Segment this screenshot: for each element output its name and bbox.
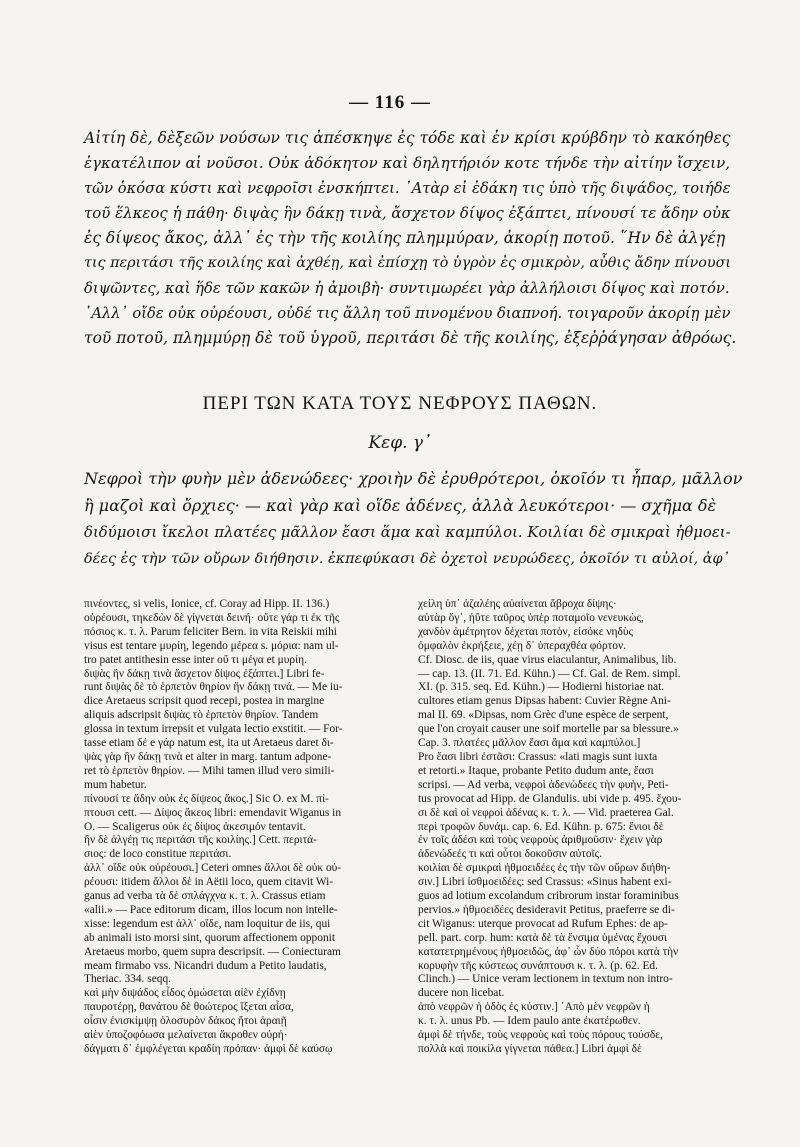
footnote-line: δάγματι δ᾽ ἐμφλέγεται κραδίη πρόπαν· ἀμφὶ δὲ καύσῳ xyxy=(84,1043,333,1055)
footnote-line: mum habetur. xyxy=(84,778,147,791)
footnote-line: παυροτέρῃ, θανάτου δὲ θοώτερος ἵξεται αἶσα, xyxy=(84,1001,294,1014)
footnote-line: ganus ad verba τὰ δὲ σπλάγχνα κ. τ. λ. Crassus etiam xyxy=(84,890,326,903)
text-line: ἐγκατέλιπον αἱ νοῦσοι. Οὐκ ἀδόκητον καὶ δηλητήριόν κοτε τήνδε τὴν αἰτίην ἴσχειν, xyxy=(84,154,731,172)
text-line: Αἰτίη δὲ, δὲξεῶν νούσων τις ἀπέσκηψε ἐς τόδε καὶ ἐν κρίσι κρύβδην τὸ κακόηθες xyxy=(84,129,731,147)
footnote-line: Clinch.) — Unice veram lectionem in textum non intro- xyxy=(418,973,673,986)
footnote-line: ὀμφαλὸν ἐκρήξειε, χέῃ δ᾽ ὑπεραχθέα φόρτον. xyxy=(418,639,626,652)
footnote-line: πινέοντες, si velis, Ionice, cf. Coray ad Hipp. II. 136.) xyxy=(84,598,330,610)
footnote-line: διψὰς ἣν δάκῃ τινὰ ἄσχετον δίψος ἐξάπτει.] Libri fe- xyxy=(84,667,325,680)
footnote-line: xisse: legendum est ἀλλ᾽ οἵδε, nam loquitur de iis, qui xyxy=(84,917,331,930)
text-line: ᾽Αλλ᾽ οἴδε οὐκ οὐρέουσι, οὐδέ τις ἄλλη τοῦ πινομένου διαπνοή. τοιγαροῦν ἀκορίῃ μὲν xyxy=(84,305,731,322)
footnote-line: cultores etiam genus Dipsas habent: Cuvier Règne Ani- xyxy=(418,695,671,708)
footnote-line: Cf. Diosc. de iis, quae virus eiaculantur, Animalibus, lib. xyxy=(418,653,677,666)
footnote-line: κοιλίαι δὲ σμικραὶ ἠθμοειδέες ἐς τὴν τῶν οὔρων διήθη- xyxy=(418,862,671,875)
footnote-line: πόσιος κ. τ. λ. Parum feliciter Bern. in vita Reiskii mihi xyxy=(84,625,337,638)
footnote-line: οἷσιν ἐνισκίμψῃ ὀλοσυρὸν δάκος ἤτοι ἀραιῇ xyxy=(84,1015,287,1028)
footnote-line: αὐτὰρ ὅγ᾽, ἠΰτε ταῦρος ὑπὲρ ποταμοῖο νενευκὼς, xyxy=(418,611,644,624)
footnote-line: πτουσι cett. — Δίψος ἄκεος libri: emendavit Wiganus in xyxy=(84,806,342,819)
footnote-line: guos ad lotium excolandum cribrorum instar foraminibus xyxy=(418,890,679,903)
footnote-line: πολλὰ καὶ ποικίλα γίγνεται πάθεα.] Libri ἀμφὶ δὲ xyxy=(418,1043,642,1055)
footnote-line: Theriac. 334. seqq. xyxy=(84,973,171,986)
footnote-line: αἰὲν ὑποζοφόωσα μελαίνεται ἄκροθεν οὐρή· xyxy=(84,1029,288,1042)
footnote-line: οὐρέουσι, τηκεδὼν δὲ γίγνεται δεινή· οὔτε γάρ τι ἐκ τῆς xyxy=(84,611,340,624)
footnote-line: ἀμφὶ δὲ τήνδε, τοὺς νεφροὺς καὶ τοὺς πόρους τούσδε, xyxy=(418,1029,663,1042)
text-line: διψῶντες, καὶ ἥδε τῶν κακῶν ἡ ἀμοιβὴ· συντιμωρέει γὰρ ἀλλήλοισι δίψος καὶ ποτόν. xyxy=(84,280,730,297)
footnote-line: meam firmabo vss. Nicandri dudum a Petito laudatis, xyxy=(84,959,327,972)
footnote-line: ἢν δὲ ἀλγέῃ τις περιτάσι τῆς κοιλίης.] Cett. περιτά- xyxy=(84,834,317,847)
footnotes-left-column xyxy=(84,598,400,1057)
footnote-line: ἀδενώδεές τι καὶ οὗτοι δοκοῦσιν αὐτοῖς. xyxy=(418,848,602,861)
footnote-line: σι δὲ καὶ οἱ νεφροὶ ἀδένας κ. τ. λ. — Vid. praeterea Gal. xyxy=(418,806,674,819)
footnote-line: Aretaeus morbo, quem supra descripsit. — Coniecturam xyxy=(84,945,341,958)
footnote-line: ψὰς γὰρ ἣν δάκῃ τινὰ et alter in marg. tantum adpone- xyxy=(84,750,332,763)
text-line: τοῦ ἕλκεος ἡ πάθη· διψὰς ἣν δάκῃ τινὰ, ἄσχετον δίψος ἐξάπτει, πίνουσί τε ἄδην οὐκ xyxy=(84,204,731,222)
footnote-line: πίνουσί τε ἄδην οὐκ ἐς δίψεος ἄκος.] Sic O. ex M. πί- xyxy=(84,792,329,805)
footnote-line: mal II. 69. «Dipsas, nom Grèc d'une espèce de serpent, xyxy=(418,709,669,722)
footnote-line: Pro ἔασι libri ἐστᾶσι: Crassus: «lati magis sunt iuxta xyxy=(418,750,658,763)
footnote-line: glossa in textum irrepsit et vulgata lectio exstitit. — For- xyxy=(84,723,343,736)
footnote-line: κατατετρημένους ἠθμοειδῶς, ἀφ᾽ ὧν δύο πόροι κατὰ τὴν xyxy=(418,945,679,958)
footnote-line: περὶ τροφῶν δυνάμ. cap. 6. Ed. Kühn. p. 675: ἔνιοι δὲ xyxy=(418,820,664,833)
text-line: ἐς δίψεος ἄκος, ἀλλ᾽ ἐς τὴν τῆς κοιλίης πλημμύραν, ἀκορίῃ ποτοῦ. ῞Ην δὲ ἀλγέῃ xyxy=(84,229,726,247)
main-text-block xyxy=(84,126,744,351)
text-line: τῶν ὁκόσα κύστι καὶ νεφροῖσι ἐνσκήπτει. ᾽Ατὰρ εἰ ἐδάκη τις ὑπὸ τῆς διψάδος, τοιήδε xyxy=(84,180,731,197)
footnote-line: χανδὸν ἀμέτρητον δέχεται ποτὸν, εἰσόκε νηδὺς xyxy=(418,625,634,638)
text-line: τις περιτάσι τῆς κοιλίης καὶ ἀχθέῃ, καὶ ἐπίσχῃ τὸ ὑγρὸν ἐς σμικρὸν, αὖθις ἄδην πίνουσι xyxy=(84,255,731,271)
footnote-line: dice Aretaeus scripsit quod recepi, postea in margine xyxy=(84,695,325,708)
footnote-line: que l'on croyait causer une soif mortelle par sa blessure.» xyxy=(418,723,679,736)
text-line: δέες ἐς τὴν τῶν οὔρων διήθησιν. ἐκπεφύκασι δὲ ὀχετοὶ νευρώδεες, ὁκοῖόν τι αὐλοί, ἀφ᾽ xyxy=(84,551,730,567)
footnote-line: ἀπὸ νεφρῶν ἡ ὁδὸς ἐς κύστιν.] ᾽Απὸ μὲν νεφρῶν ἡ xyxy=(418,1001,650,1014)
text-line: τοῦ ποτοῦ, πλημμύρῃ δὲ τοῦ ὑγροῦ, περιτάσι δὲ τῆς κοιλίης, ἐξεῤῥάγησαν ἀθρόως. xyxy=(84,329,737,347)
footnote-line: χείλη ὑπ᾽ ἀζαλέης αὐαίνεται ἄβροχα δίψης· xyxy=(418,598,617,610)
footnote-line: aliquis adscripsit διψὰς τὸ ἑρπετὸν θηρίον. Tandem xyxy=(84,709,319,722)
footnote-line: cit Wiganus: uterque provocat ad Rufum Ephes: de ap- xyxy=(418,917,668,930)
footnote-line: tus provocat ad Hipp. de Glandulis. ubi vide p. 495. ἔχου- xyxy=(418,792,682,805)
footnote-line: ἀλλ᾽ οἵδε οὐκ οὐρέουσι.] Ceteri omnes ἄλλοι δὲ οὐκ οὐ- xyxy=(84,862,342,875)
footnote-line: κ. τ. λ. unus Pb. — Idem paulo ante ἐκατέρωθεν. xyxy=(418,1015,641,1028)
footnote-line: ρέουσι: itidem ἄλλοι δὲ in Aëtii loco, quem citavit Wi- xyxy=(84,876,334,889)
footnote-line: ret τὸ ἑρπετὸν θηρίον. — Mihi tamen illud vero simili- xyxy=(84,764,335,777)
footnote-line: pell. part. corp. hum: κατὰ δὲ τὰ ἔνσιμα ὑμένας ἔχουσι xyxy=(418,931,667,944)
footnote-line: Cap. 3. πλατέες μᾶλλον ἔασι ἅμα καὶ καμπύλοι.] xyxy=(418,737,641,750)
footnote-line: pervios.» ἠθμοειδέες desideravit Petitus, praeferre se di- xyxy=(418,903,675,916)
footnote-line: ducere non licebat. xyxy=(418,987,505,1000)
footnote-line: σιν.] Libri ἰσθμοειδέες: sed Crassus: «Sinus habent exi- xyxy=(418,876,672,889)
section-heading: ΠΕΡΙ ΤΩΝ ΚΑΤΑ ΤΟΥΣ ΝΕΦΡΟΥΣ ΠΑΘΩΝ. xyxy=(202,393,598,414)
footnote-line: — cap. 13. (II. 71. Ed. Kühn.) — Cf. Gal. de Rem. simpl. xyxy=(418,667,681,680)
footnote-line: scripsi. — Ad verba, νεφροὶ ἀδενώδεες τὴν φυὴν, Peti- xyxy=(418,778,669,791)
footnote-line: κορυφὴν τῆς κύστεως συνάπτουσι κ. τ. λ. (p. 62. Ed. xyxy=(418,959,658,972)
footnote-line: ἐν τοῖς ἀδέσι καὶ τοὺς νεφροὺς ἀριθμοῦσιν· ἔχειν γὰρ xyxy=(418,834,663,847)
chapter-heading: Κεφ. γ᾽ xyxy=(368,433,432,453)
footnote-line: XI. (p. 315. seq. Ed. Kühn.) — Hodierni historiae nat. xyxy=(418,681,665,694)
chapter-text-block xyxy=(84,465,744,573)
footnote-line: tro patet antithesin esse inter οὔ τι μέγα et μυρίη. xyxy=(84,653,307,666)
footnote-line: ab animali isto morsi sint, quorum affectionem opponit xyxy=(84,931,335,944)
footnote-line: σιος: de loco constitue περιτάσι. xyxy=(84,848,232,861)
footnote-line: «alii.» — Pace editorum dicam, illos locum non intelle- xyxy=(84,903,338,916)
text-line: διδύμοισι ἴκελοι πλατέες μᾶλλον ἔασι ἅμα καὶ καμπύλοι. Κοιλίαι δὲ σμικραὶ ἠθμοει- xyxy=(84,523,731,541)
text-line: Νεφροὶ τὴν φυὴν μὲν ἀδενώδεες· χροιὴν δὲ ἐρυθρότεροι, ὁκοῖόν τι ἧπαρ, μᾶλλον xyxy=(84,469,743,488)
text-line: ἢ μαζοὶ καὶ ὄρχιες· — καὶ γὰρ καὶ οἵδε ἀδένες, ἀλλὰ λευκότεροι· — σχῆμα δὲ xyxy=(84,496,717,515)
page-number: — 116 — xyxy=(349,92,431,113)
footnote-line: O. — Scaligerus οὐκ ἐς δίψος ἀκεσιμόν tentavit. xyxy=(84,820,306,833)
footnote-line: tasse etiam δέ e γάρ natum est, ita ut Aretaeus daret δι- xyxy=(84,737,334,750)
footnote-line: runt διψὰς δὲ τὸ ἑρπετὸν θηρίον ἣν δάκῃ τινά. — Me iu- xyxy=(84,681,343,694)
footnotes-right-column xyxy=(418,598,746,1057)
footnote-line: καὶ μὴν διψάδος εἶδος ὁμώσεται αἰὲν ἐχίδνῃ xyxy=(84,987,286,1000)
footnote-line: et retorti.» Itaque, probante Petito dudum ante, ἔασι xyxy=(418,764,654,777)
footnote-line: visus est tentare μυρίη, legendo μέρεα s. μόρια: nam ul- xyxy=(84,639,339,652)
